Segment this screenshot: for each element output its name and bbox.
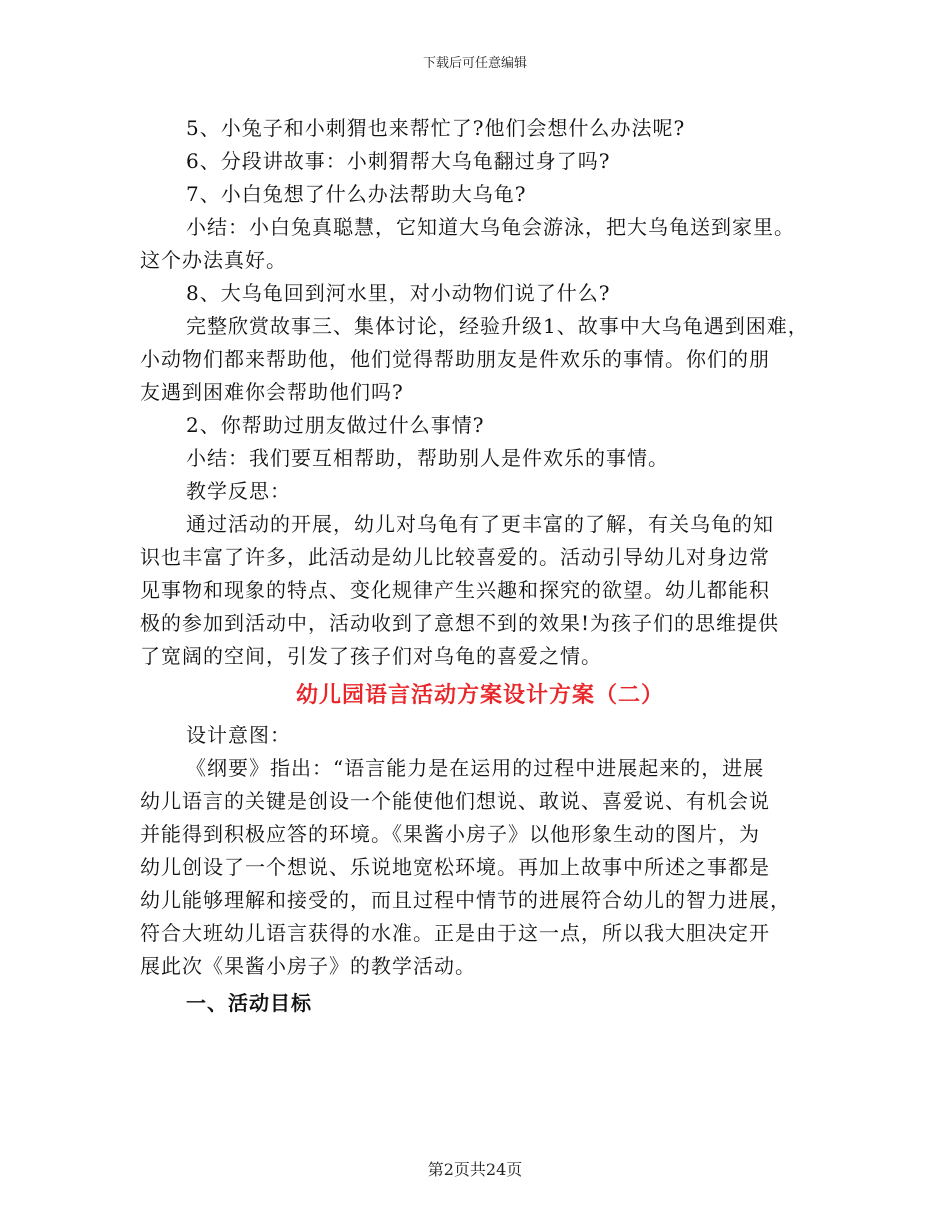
paragraph [140, 508, 820, 673]
text-line: 小动物们都来帮助他，他们觉得帮助朋友是件欢乐的事情。你们的朋 [140, 347, 770, 371]
section-title: 幼儿园语言活动方案设计方案（二） [295, 682, 664, 708]
text-line: 了宽阔的空间，引发了孩子们对乌龟的喜爱之情。 [140, 644, 602, 668]
paragraph [140, 475, 820, 508]
text-line: 2、你帮助过朋友做过什么事情? [186, 413, 485, 437]
text-line: 符合大班幼儿语言获得的水准。正是由于这一点，所以我大胆决定开 [140, 921, 770, 945]
text-line: 教学反思： [186, 479, 291, 503]
text-line: 《纲要》指出：“语言能力是在运用的过程中进展起来的，进展 [186, 756, 765, 780]
text-line: 幼儿创设了一个想说、乐说地宽松环境。再加上故事中所述之事都是 [140, 855, 770, 879]
document-body [140, 112, 820, 1020]
paragraph [140, 112, 820, 145]
page-header: 下载后可任意编辑 [422, 56, 527, 71]
paragraph [140, 211, 820, 277]
text-line: 完整欣赏故事三、集体讨论，经验升级1、故事中大乌龟遇到困难， [186, 314, 809, 338]
text-line: 设计意图： [186, 723, 291, 747]
text-line: 友遇到困难你会帮助他们吗? [140, 380, 404, 404]
text-line: 幼儿能够理解和接受的，而且过程中情节的进展符合幼儿的智力进展， [140, 888, 791, 912]
text-line: 展此次《果酱小房子》的教学活动。 [140, 954, 476, 978]
text-line: 8、大乌龟回到河水里，对小动物们说了什么? [186, 281, 611, 305]
text-line: 并能得到积极应答的环境。《果酱小房子》以他形象生动的图片，为 [140, 822, 760, 846]
paragraph [140, 277, 820, 310]
text-line: 见事物和现象的特点、变化规律产生兴趣和探究的欲望。幼儿都能积 [140, 578, 770, 602]
text-line: 通过活动的开展，幼儿对乌龟有了更丰富的了解，有关乌龟的知 [186, 512, 774, 536]
text-line: 识也丰富了许多，此活动是幼儿比较喜爱的。活动引导幼儿对身边常 [140, 545, 770, 569]
paragraph [140, 442, 820, 475]
text-line: 小结：我们要互相帮助，帮助别人是件欢乐的事情。 [186, 446, 669, 470]
paragraph [140, 145, 820, 178]
text-line: 这个办法真好。 [140, 248, 287, 272]
paragraph [140, 409, 820, 442]
text-line: 小结：小白兔真聪慧，它知道大乌龟会游泳，把大乌龟送到家里。 [186, 215, 795, 239]
paragraph [140, 719, 820, 752]
text-line: 极的参加到活动中，活动收到了意想不到的效果!为孩子们的思维提供 [140, 611, 780, 635]
paragraph [140, 178, 820, 211]
text-line: 7、小白兔想了什么办法帮助大乌龟? [186, 182, 527, 206]
subheading: 一、活动目标 [186, 991, 312, 1015]
page-footer: 第2页共24页 [427, 1160, 523, 1179]
paragraph [140, 752, 820, 983]
text-line: 幼儿语言的关键是创设一个能使他们想说、敢说、喜爱说、有机会说 [140, 789, 770, 813]
paragraph [140, 310, 820, 409]
text-line: 5、小兔子和小刺猬也来帮忙了?他们会想什么办法呢? [186, 116, 686, 140]
text-line: 6、分段讲故事：小刺猬帮大乌龟翻过身了吗? [186, 149, 611, 173]
